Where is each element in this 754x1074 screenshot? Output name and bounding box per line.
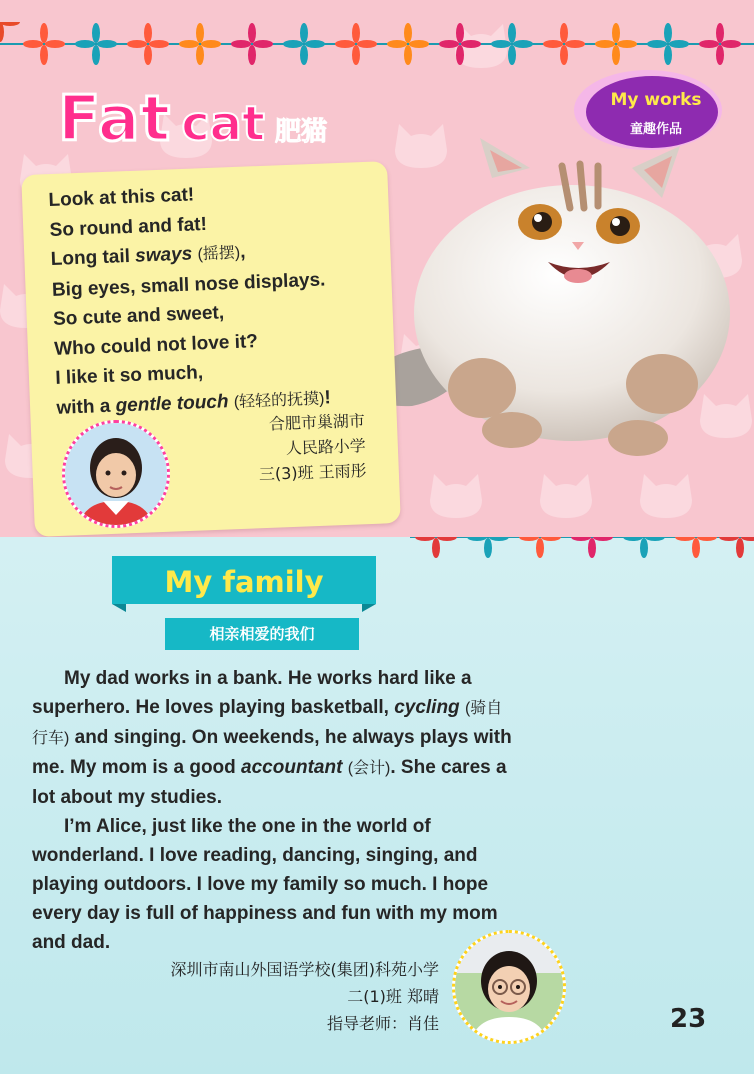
story-p1-part-a: My dad works in a bank. He works hard like a superhero. He loves playing basketball, [32,668,472,718]
title-fat: Fat [58,82,172,155]
girl-photo [62,420,170,528]
badge-title: My works [610,90,702,110]
author-city: 合肥市巢湖市 [268,411,366,434]
story-paragraph-2 [32,812,518,957]
author2-school: 深圳市南山外国语学校(集团)科苑小学 [170,960,439,979]
story-p1-part-g: . She cares a lot about my studies. [32,757,507,808]
girl-photo [452,930,566,1044]
story-word-cycling: cycling [394,697,460,718]
poem-line-8-pre: with a [56,395,117,419]
family-subtitle: 相亲相爱的我们 [165,618,359,650]
flower-border-icon [410,537,754,559]
author-class-name: 三(3)班 王雨彤 [258,461,368,484]
story-paragraph-1 [32,664,518,812]
poem-gloss-gentle-touch: (轻轻的抚摸) [233,390,325,411]
poem-gloss-sways: (摇摆) [197,244,241,264]
family-author [171,956,440,1037]
poem-line-3-end: , [239,241,246,263]
story-word-accountant: accountant [241,757,343,778]
poem-text [48,173,407,424]
flower-border-icon [0,22,754,66]
poem-line-7: I like it so much, [54,362,204,389]
story-p2-text: I’m Alice, just like the one in the world of wonderland. I love reading, dancing, singing, and playing outdoors. I love my family so much. I hope every day is full of happiness and fun with my mom and dad. [32,816,498,953]
poem-line-4: Big eyes, small nose displays. [51,268,326,301]
poem-line-5: So cute and sweet, [52,302,225,330]
cat-illustration [362,138,754,458]
story-gloss-accountant: (会计) [347,760,391,777]
family-title: My family [164,565,324,599]
badge-subtitle: 童趣作品 [629,122,682,137]
poem-line-1: Look at this cat! [48,184,195,211]
title-cat: cat [181,96,265,152]
poem-line-2: So round and fat! [49,213,208,241]
poem-line-6: Who could not love it? [53,330,259,360]
family-story [32,664,518,957]
page-number: 23 [670,1004,707,1034]
story-p1-part-d: and singing. On weekends, he always plays with me. My mom is a good [32,727,512,778]
poem-title [58,82,327,155]
poem-word-gentle-touch: gentle touch [115,390,229,417]
poem-word-sways: sways [134,243,193,267]
author2-class-name: 二(1)班 郑晴 [347,987,439,1006]
author-school: 人民路小学 [285,436,367,458]
story-gloss-cycling: (骑自行车) [32,700,503,747]
poem-line-3-pre: Long tail [50,245,136,270]
poem-author [257,408,367,487]
poem-line-8-end: ! [323,386,332,409]
author2-teacher: 指导老师：肖佳 [326,1014,439,1033]
title-cn: 肥猫 [275,117,328,147]
